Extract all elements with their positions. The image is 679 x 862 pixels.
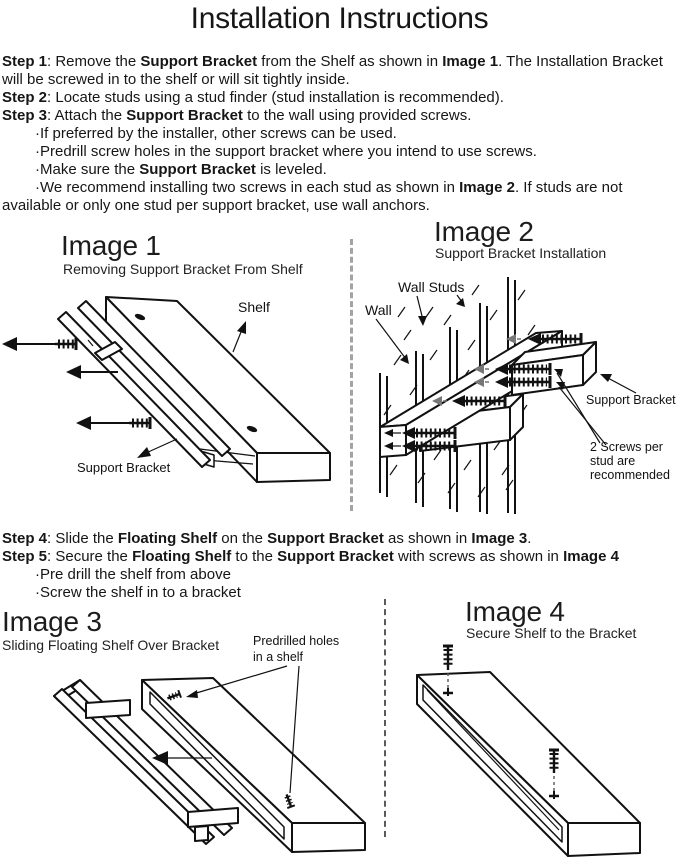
image4-diagram [390,640,679,862]
text-run: Step 4 [2,530,48,547]
text-run: . The Installation Bracket will be screwed in to the shelf or will sit tightly inside. [2,53,663,88]
text-run: Floating Shelf [132,548,232,565]
step-3-bullet-2 [2,143,678,161]
text-run: to the wall using provided screws. [242,107,472,124]
step-2-text [2,89,678,107]
image4-heading: Image 4 [465,596,565,627]
screw-icon [129,417,150,429]
text-run: Floating Shelf [117,530,218,547]
section-divider-bottom [384,599,386,837]
image4-subtitle: Secure Shelf to the Bracket [466,625,637,641]
text-run: : Slide the [47,530,118,547]
screws-note-line3: recommended [590,468,670,482]
text-run: ·We recommend installing two screws in each stud as shown in [35,179,460,196]
steps-block-1 [2,53,678,215]
text-run: Support Bracket [267,530,384,547]
text-run: to the [231,548,278,565]
shelf-label-text: Shelf [238,299,270,315]
text-run: with screws as shown in [393,548,564,565]
shelf-label [233,299,270,352]
text-run: : Attach the [47,107,127,124]
step-1-text [2,53,678,89]
section-divider-top [350,239,353,511]
image3-subtitle: Sliding Floating Shelf Over Bracket [2,637,220,653]
text-run: Step 2 [2,89,48,106]
text-run: Image 4 [563,548,619,565]
text-run: Image 3 [471,530,528,547]
image1-diagram [0,288,350,520]
image2-heading: Image 2 [434,216,534,247]
page-title: Installation Instructions [190,2,489,35]
text-run: Step 1 [2,53,48,70]
wall-studs-label [398,279,465,326]
text-run: : Locate studs using a stud finder (stud installation is recommended). [47,89,504,106]
screws-note-line2: stud are [590,454,636,468]
pull-arrow-top [2,337,76,351]
text-run: Support Bracket [277,548,394,565]
floating-shelf-drawing [417,672,640,856]
image1-heading: Image 1 [61,230,161,261]
image3-diagram [0,610,390,862]
step-5-text [2,548,678,566]
image1-subtitle: Removing Support Bracket From Shelf [63,261,303,277]
predrilled-label-line2: in a shelf [253,650,304,664]
text-run: from the Shelf as shown in [257,53,443,70]
predrilled-label-line1: Predrilled holes [253,634,340,648]
text-run: Image 1 [442,53,499,70]
text-run: Support Bracket [126,107,243,124]
step-3-text [2,107,678,125]
wall-label-text: Wall [365,302,392,318]
text-run: ·Pre drill the shelf from above [35,566,231,583]
support-bracket-label [77,439,177,475]
step-3-bullet-1 [2,125,678,143]
step-3-bullet-3 [2,161,678,179]
text-run: is leveled. [255,161,327,178]
text-run: as shown in [383,530,472,547]
text-run: ·Screw the shelf in to a bracket [35,584,241,601]
screws-note-line1: 2 Screws per [590,440,663,454]
support-bracket-label [586,374,676,407]
text-run: ·If preferred by the installer, other screws can be used. [35,125,397,142]
step-4-text [2,530,678,548]
support-bracket-label-text: Support Bracket [586,393,676,407]
text-run: : Remove the [47,53,141,70]
steps-block-2 [2,530,678,602]
step-3-bullet-4 [2,179,678,215]
pull-arrow-bottom [76,416,150,430]
text-run: : Secure the [47,548,133,565]
text-run: Image 2 [459,179,515,196]
step-5-bullet-2 [2,584,678,602]
text-run: ·Predrill screw holes in the support bracket where you intend to use screws. [35,143,537,160]
wall-studs-label-text: Wall Studs [398,279,465,295]
text-run: on the [217,530,268,547]
step-5-bullet-1 [2,566,678,584]
screw-icon [55,338,76,350]
image3-heading: Image 3 [2,606,102,637]
text-run: Support Bracket [140,53,258,70]
text-run: . [527,530,532,547]
floating-shelf-drawing [142,678,365,852]
text-run: Step 3 [2,107,48,124]
image2-diagram [360,265,679,520]
support-bracket-label-text: Support Bracket [77,460,171,475]
text-run: ·Make sure the [35,161,140,178]
text-run: Support Bracket [139,161,256,178]
image2-subtitle: Support Bracket Installation [435,245,607,261]
text-run: Step 5 [2,548,48,565]
text-run: . If studs are not available or only one stud per support bracket, use wall anchors. [2,179,623,214]
